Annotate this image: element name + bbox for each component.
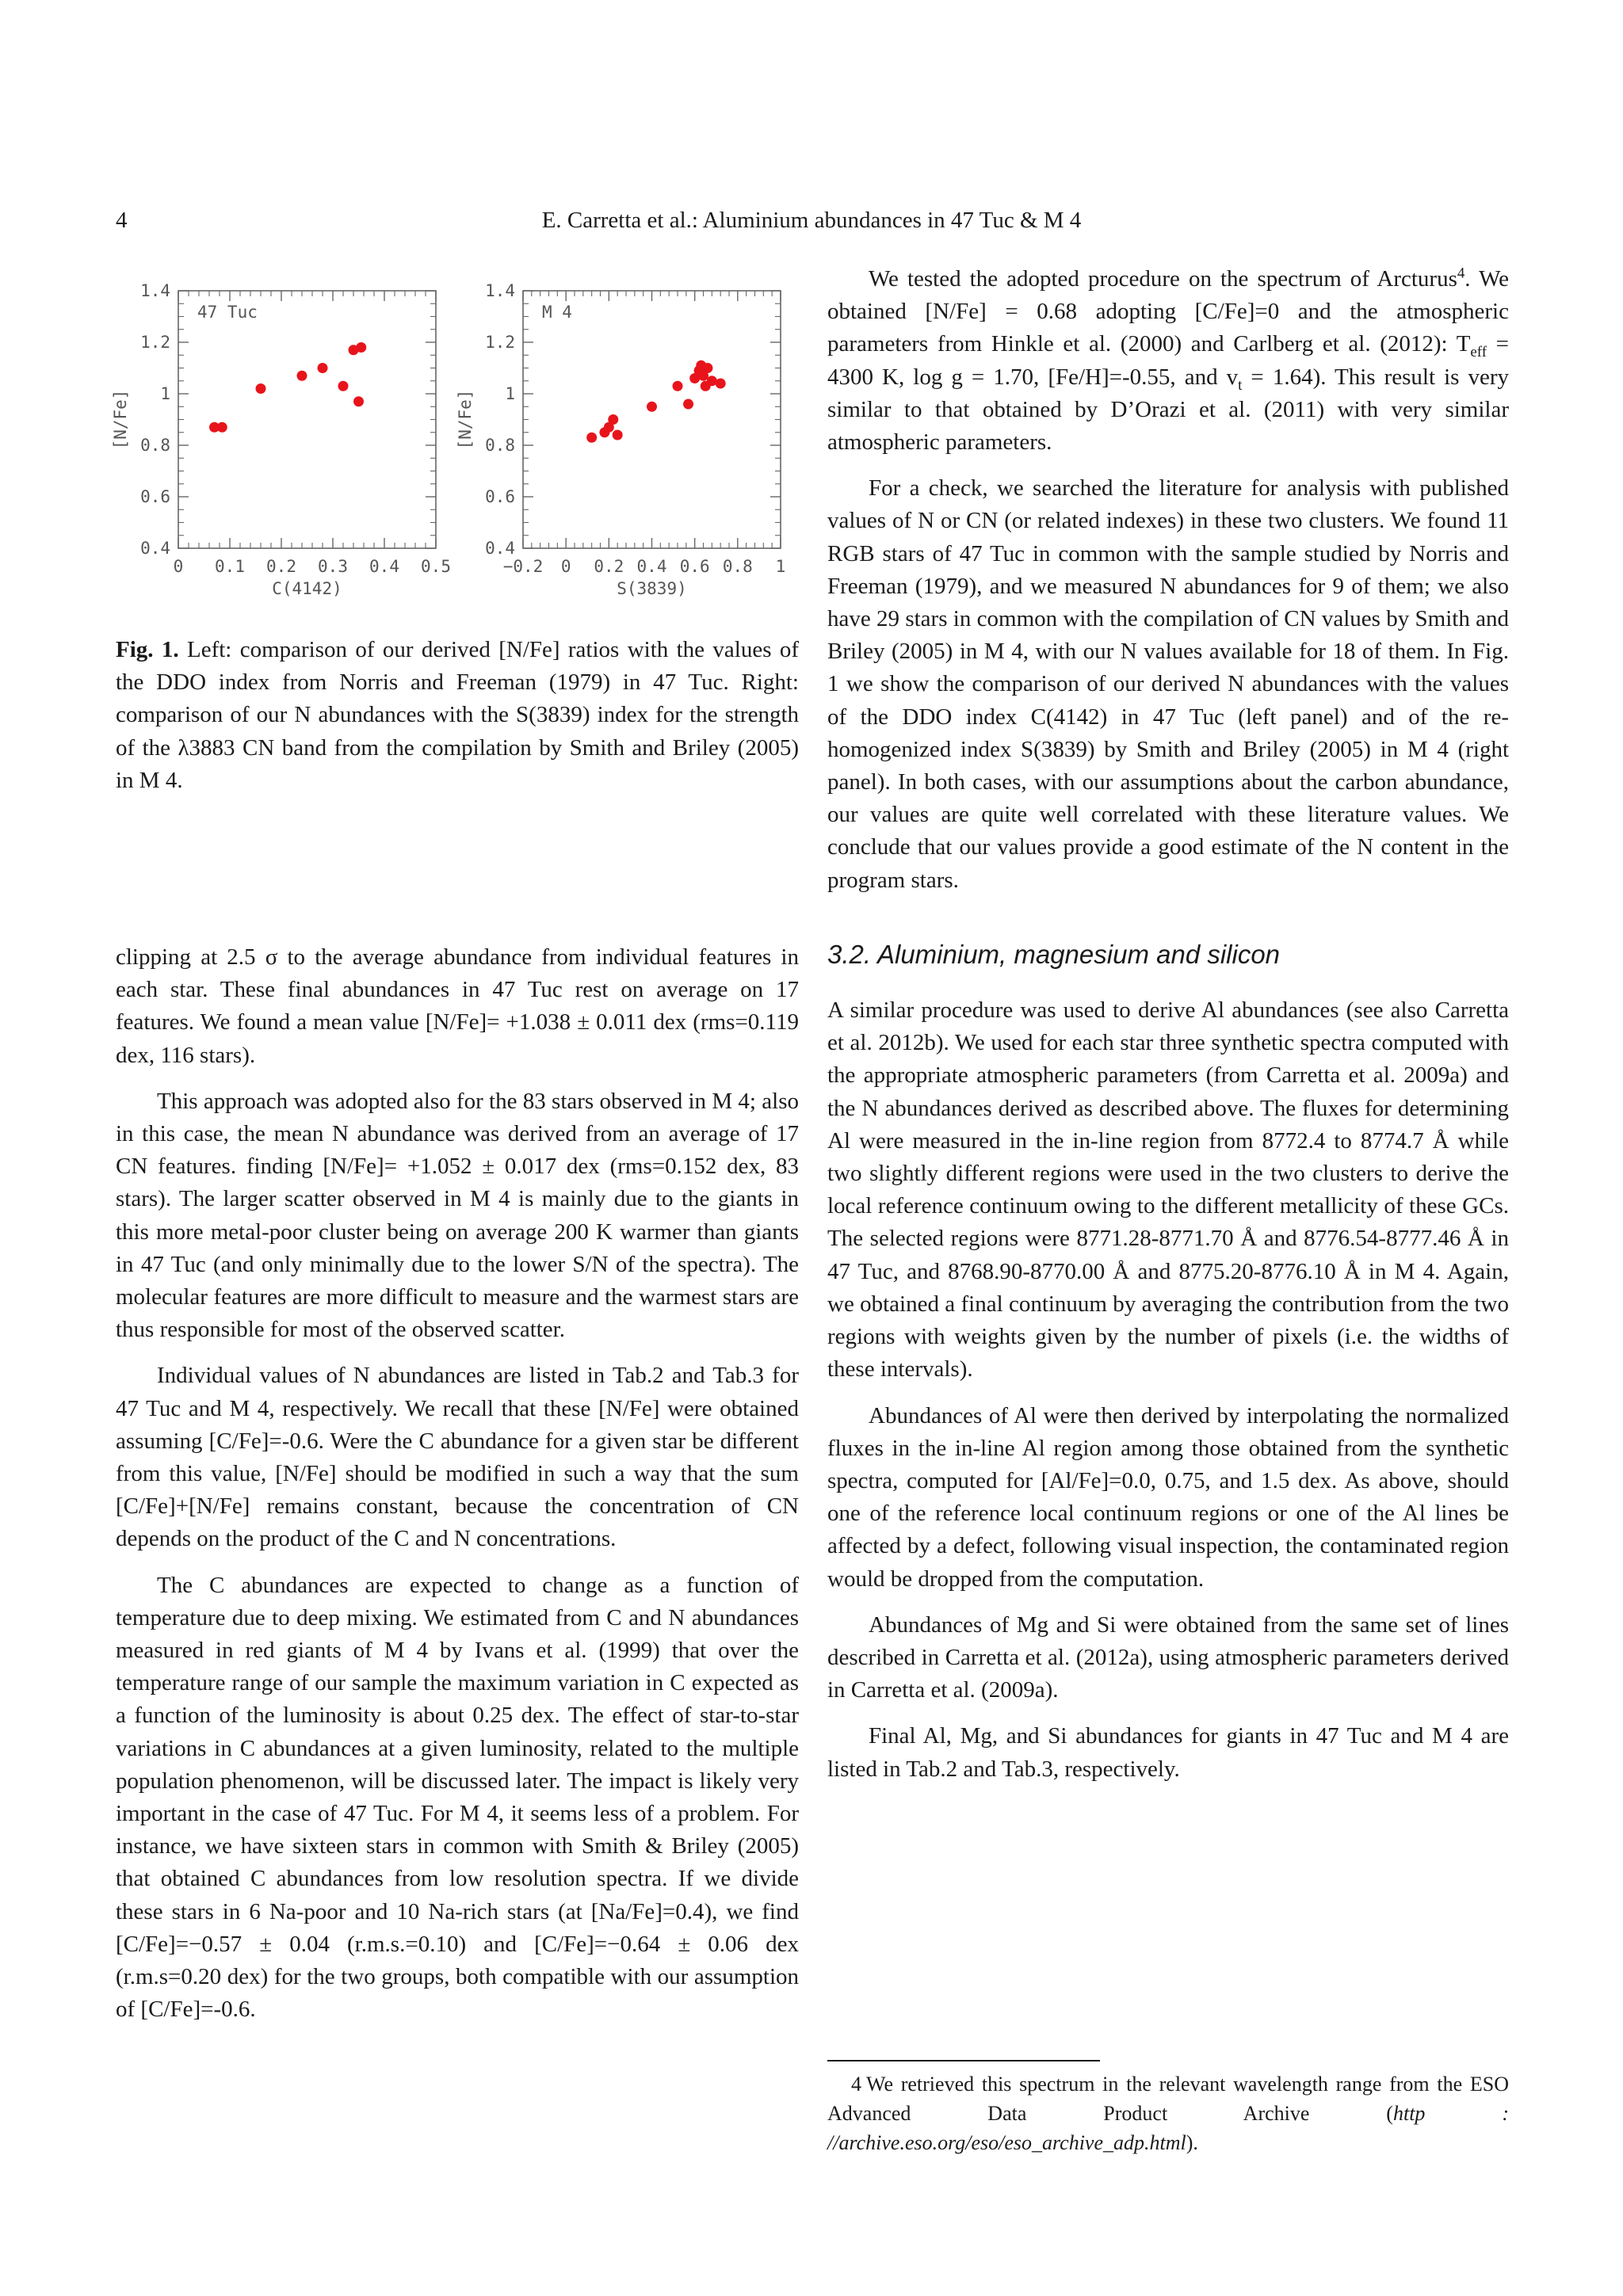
footnote-text: We retrieved this spectrum in the relevant wavelength range from the ESO Advanced Data Product Archive ( [827, 2073, 1509, 2125]
x-axis-label: S(3839) [617, 579, 687, 598]
y-tick-label: 1.2 [485, 333, 515, 352]
subscript: t [1238, 376, 1243, 394]
page-number: 4 [116, 208, 128, 233]
y-tick-label: 0.6 [485, 487, 515, 506]
left-column [116, 941, 799, 2027]
x-tick-label: 1 [775, 557, 786, 576]
panel-title: 47 Tuc [197, 303, 258, 322]
y-tick-label: 0.4 [485, 539, 515, 558]
y-tick-label: 1 [160, 384, 170, 403]
footnote-ref: 4 [1457, 265, 1465, 282]
data-point [608, 414, 618, 425]
right-column [827, 263, 1509, 1786]
footnote-rule [827, 2060, 1100, 2061]
y-tick-label: 0.4 [140, 539, 170, 558]
x-tick-label: 0.8 [722, 557, 753, 576]
x-tick-label: −0.2 [502, 557, 544, 576]
y-axis-label: [N/Fe] [111, 389, 130, 450]
data-point [716, 379, 726, 389]
paragraph: clipping at 2.5 σ to the average abundance from individual features in each star. These final abundances in 47 Tuc rest on average on 17 features. We found a mean value [N/Fe]= +1.038 ± 0.011 dex (rms=0.119 dex, 116 stars). [116, 944, 799, 1068]
y-tick-label: 1 [505, 384, 515, 403]
figure-caption [116, 634, 799, 797]
running-title: E. Carretta et al.: Aluminium abundances in 47 Tuc & M 4 [541, 208, 1082, 233]
paragraph: This approach was adopted also for the 83 stars observed in M 4; also in this case, the mean N abundance was derived from an average of 17 CN features. finding [N/Fe]= +1.052 ± 0.017 dex (rms=0.152 dex, 83 stars). The larger scatter observed in M 4 is mainly due to the giants in this more metal-poor cluster being on average 200 K warmer than giants in 47 Tuc (and only minimally due to the lower S/N of the spectra). The molecular features are more difficult to measure and the warmest stars are thus responsible for most of the observed scatter. [116, 1088, 799, 1343]
paragraph [827, 263, 1509, 459]
y-tick-label: 1.2 [140, 333, 170, 352]
data-point [702, 363, 712, 373]
data-point [353, 396, 364, 406]
caption-text: Left: comparison of our derived [N/Fe] ratios with the values of the DDO index from Norris and Freeman (1979) in 47 Tuc. Right: comparison of our N abundances with the S(3839) index for the strength of the λ3883 CN band from the compilation by Smith and Briley (2005) in M 4. [116, 637, 799, 793]
subscript: eff [1470, 344, 1487, 361]
footnote-url[interactable]: http : //archive.eso.org/eso/eso_archive_adp.html [827, 2102, 1510, 2154]
data-point [338, 381, 349, 391]
y-tick-label: 0.8 [485, 436, 515, 455]
data-point [217, 422, 227, 433]
text-run: = 1.64). This result is very similar to that obtained by D’Orazi et al. (2011) with very similar atmospheric parameters. [827, 364, 1509, 456]
y-tick-label: 1.4 [140, 281, 170, 300]
x-tick-label: 0.4 [369, 557, 399, 576]
x-tick-label: 0.1 [215, 557, 245, 576]
data-point [613, 430, 623, 441]
figure-1 [111, 277, 808, 610]
x-tick-label: 0.4 [636, 557, 667, 576]
x-tick-label: 0.2 [594, 557, 624, 576]
text-run: We tested the adopted procedure on the spectrum of Arcturus [869, 266, 1457, 292]
paragraph: For a check, we searched the literature for analysis with published values of N or CN (or related indexes) in these two clusters. We found 11 RGB stars of 47 Tuc in common with the sample studied by Norris and Freeman (1979), and we measured N abundances for 9 of them; we also have 29 stars in common with the compilation of CN values by Smith and Briley (2005) in M 4, with our N values available for 18 of them. In Fig. 1 we show the comparison of our derived N abundances with the values of the DDO index C(4142) in 47 Tuc (left panel) and of the re-homogenized index S(3839) by Smith and Briley (2005) in M 4 (right panel). In both cases, with our assumptions about the carbon abundance, our values are quite well correlated with these literature values. We conclude that our values provide a good estimate of the N content in the program stars. [827, 475, 1509, 893]
data-point [356, 342, 366, 353]
footnote-close: ). [1186, 2131, 1198, 2154]
y-tick-label: 0.8 [140, 436, 170, 455]
x-tick-label: 0 [560, 557, 571, 576]
x-axis-label: C(4142) [272, 579, 342, 598]
y-tick-label: 0.6 [140, 487, 170, 506]
data-point [318, 363, 328, 373]
x-tick-label: 0 [173, 557, 184, 576]
plot-frame [523, 291, 781, 548]
x-tick-label: 0.5 [421, 557, 451, 576]
paragraph: Abundances of Mg and Si were obtained from the same set of lines described in Carretta et al. (2012a), using atmospheric parameters derived in Carretta et al. (2009a). [827, 1611, 1509, 1703]
caption-label: Fig. 1. [116, 637, 179, 662]
paragraph: The C abundances are expected to change as a function of temperature due to deep mixing. We estimated from C and N abundances measured in red giants of M 4 by Ivans et al. (1999) that over the temperature range of our sample the maximum variation in C expected as a function of the luminosity is about 0.25 dex. The effect of star-to-star variations in C abundances at a given luminosity, related to the multiple population phenomenon, will be discussed later. The impact is likely very important in the case of 47 Tuc. For M 4, it seems less of a problem. For instance, we have sixteen stars in common with Smith & Briley (2005) that obtained C abundances from low resolution spectra. If we divide these stars in 6 Na-poor and 10 Na-rich stars (at [Na/Fe]=0.4), we find [C/Fe]=−0.57 ± 0.04 (r.m.s.=0.10) and [C/Fe]=−0.64 ± 0.06 dex (r.m.s=0.20 dex) for the two groups, both compatible with our assumption of [C/Fe]=-0.6. [116, 1572, 799, 2023]
paragraph: Individual values of N abundances are listed in Tab.2 and Tab.3 for 47 Tuc and M 4, respectively. We recall that these [N/Fe] were obtained assuming [C/Fe]=-0.6. Were the C abundance for a given star be different from this value, [N/Fe] should be modified in such a way that the sum [C/Fe]+[N/Fe] remains constant, because the concentration of CN depends on the product of the C and N concentrations. [116, 1363, 799, 1552]
footnote [827, 2069, 1509, 2157]
paragraph: Abundances of Al were then derived by interpolating the normalized fluxes in the in-line Al region among those obtained from the synthetic spectra, computed for [Al/Fe]=0.0, 0.75, and 1.5 dex. As above, should one of the reference local continuum regions or one of the Al lines be affected by a defect, following visual inspection, the contaminated region would be dropped from the computation. [827, 1402, 1509, 1592]
y-tick-label: 1.4 [485, 281, 515, 300]
text-run: = 4300 K, log g = 1.70, [Fe/H]=-0.55, and v [827, 331, 1509, 390]
data-point [673, 381, 683, 391]
panel-47tuc [111, 281, 451, 598]
page-header [116, 208, 1507, 239]
x-tick-label: 0.2 [266, 557, 296, 576]
section-title: 3.2. Aluminium, magnesium and silicon [827, 939, 1281, 969]
paragraph: A similar procedure was used to derive Al abundances (see also Carretta et al. 2012b). We used for each star three synthetic spectra computed with the appropriate atmospheric parameters (from Carretta et al. 2009a) and the N abundances derived as described above. The fluxes for determining Al were measured in the in-line region from 8772.4 to 8774.7 Å while two slightly different regions were used in the two clusters to derive the local reference continuum owing to the different metallicity of these GCs. The selected regions were 8771.28-8771.70 Å and 8776.54-8777.46 Å in 47 Tuc, and 8768.90-8770.00 Å and 8775.20-8776.10 Å in M 4. Again, we obtained a final continuum by averaging the contribution from the two regions with weights given by the number of pixels (i.e. the widths of these intervals). [827, 997, 1509, 1383]
data-point [683, 399, 693, 410]
panel-title: M 4 [542, 303, 572, 322]
plot-frame [178, 291, 436, 548]
x-tick-label: 0.3 [318, 557, 348, 576]
x-tick-label: 0.6 [679, 557, 710, 576]
footnote-number: 4 [851, 2073, 861, 2096]
data-point [586, 433, 597, 443]
panel-m4 [456, 281, 785, 598]
paragraph: Final Al, Mg, and Si abundances for giants in 47 Tuc and M 4 are listed in Tab.2 and Tab.3, respectively. [827, 1723, 1509, 1782]
data-point [297, 371, 307, 381]
data-point [647, 402, 657, 412]
data-point [256, 383, 266, 394]
y-axis-label: [N/Fe] [456, 389, 475, 450]
text-run: . We obtained [N/Fe] = 0.68 adopting [C/Fe]=0 and the atmospheric parameters from Hinkle et al. (2000) and Carlberg et al. (2012): T [827, 266, 1509, 357]
